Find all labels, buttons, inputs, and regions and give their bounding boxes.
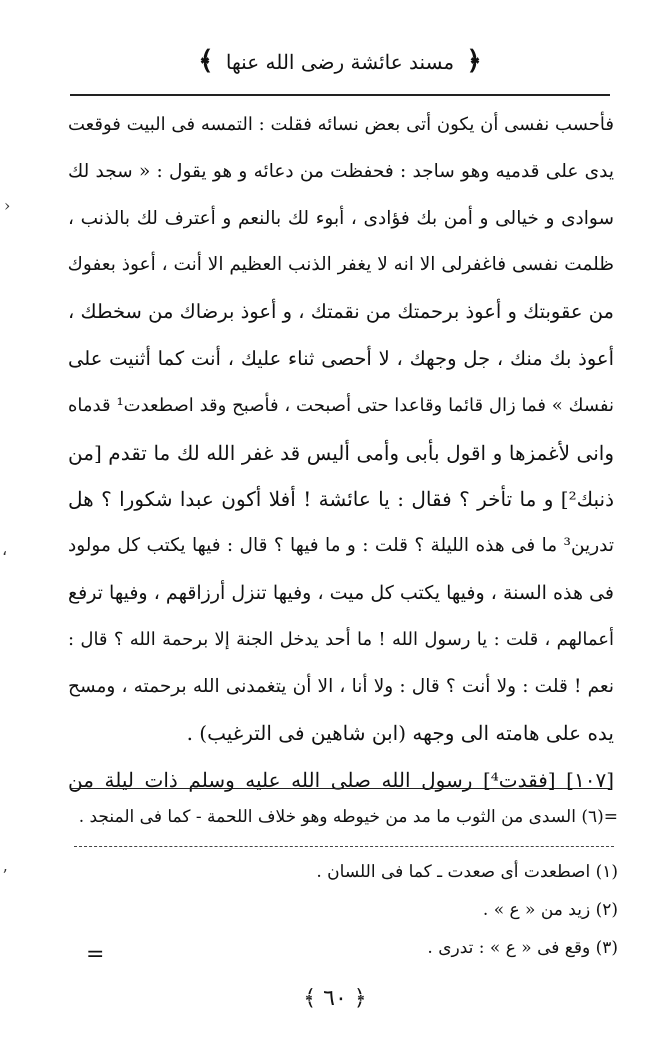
page-number: ﴿ ٦٠ ﴾ [303,986,367,1011]
footnote-1: (١) اصطعدت أى صعدت ـ كما فى اللسان . [316,862,618,882]
text-line: تدرين³ ما فى هذه الليلة ؟ قلت : و ما فيها ؟ قال : فيها يكتب كل مولود [68,535,614,557]
running-header [70,46,610,77]
text-line: وانى لأغمزها و اقول بأبى وأمى أليس قد غفر الله لك ما تقدم [من [68,440,614,465]
footnote-2: (٢) زيد من « ع » . [482,900,618,920]
scan-edge-mark: › [4,196,11,215]
text-line: فى هذه السنة ، وفيها يكتب كل ميت ، وفيها تنزل أرزاقهم ، وفيها ترفع [68,581,614,604]
hadith-107-start: [١٠٧] [فقدت⁴] رسول الله صلى الله عليه وسلم ذات ليلة من [68,768,614,793]
text-line: من عقوبتك و أعوذ برحمتك من نقمتك ، و أعوذ برضاك من سخطك ، [68,300,614,324]
text-line: ظلمت نفسى فاغفرلى الا انه لا يغفر الذنب العظيم الا أنت ، أعوذ بعفوك [68,254,614,276]
header-brace-open: ﴿ [466,46,482,76]
text-line: سوادى و خيالى و أمن بك فؤادى ، أبوء لك بالنعم و أعترف لك بالذنب ، [68,207,614,229]
header-title: مسند عائشة رضى الله عنها [225,50,455,74]
text-line: فأحسب نفسى أن يكون أتى بعض نسائه فقلت : التمسه فى البيت فوقعت [68,114,614,135]
footnote-continuation: =(٦) السدى من الثوب ما مد من خيوطه وهو خلاف اللحمة - كما فى المنجد . [78,807,618,827]
text-line: أعمالهم ، قلت : يا رسول الله ! ما أحد يدخل الجنة إلا برحمة الله ؟ قال : [68,628,614,650]
main-text [68,102,614,804]
text-line: يده على هامته الى وجهه (ابن شاهين فى الترغيب) . [186,721,614,746]
text-line: يدى على قدميه وهو ساجد : فحفظت من دعائه و هو يقول : « سجد لك [68,160,614,182]
footnotes [70,792,618,967]
text-line: نفسك » فما زال قائما وقاعدا حتى أصبحت ، فأصبح وقد اصطعدت¹ قدماه [68,394,614,416]
footnote-3: (٣) وقع فى « ع » : تدرى . [427,938,618,958]
text-line: ذنبك²] و ما تأخر ؟ فقال : يا عائشة ! أفلا أكون عبدا شكورا ؟ هل [68,487,614,512]
footnote-rule [70,788,610,789]
header-brace-close: ﴾ [198,46,214,76]
scan-edge-mark: ، [2,540,8,559]
text-line: أعوذ بك منك ، جل وجهك ، لا أحصى ثناء عليك ، أنت كما أثنيت على [68,346,614,370]
header-rule [70,94,610,96]
text-line: نعم ! قلت : ولا أنت ؟ قال : ولا أنا ، الا أن يتغمدنى الله برحمته ، ومسح [68,675,614,697]
scan-edge-mark: ʼ [2,866,8,885]
continuation-mark: = [86,942,105,967]
wavy-divider [74,842,614,847]
